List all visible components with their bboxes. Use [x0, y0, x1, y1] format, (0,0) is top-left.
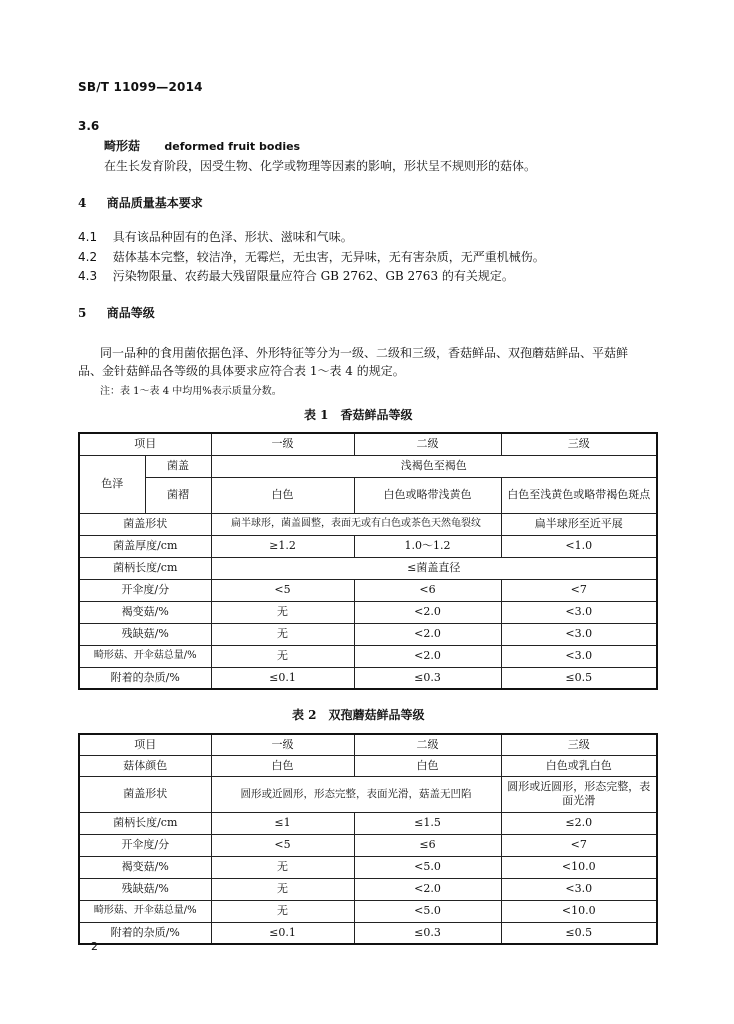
table-2 — [78, 733, 658, 945]
table-cell: 白色 — [211, 755, 354, 776]
row-label: 畸形菇、开伞菇总量/% — [79, 645, 211, 667]
table-row — [79, 812, 657, 834]
table-cell: <3.0 — [501, 645, 657, 667]
table-cell: 白色 — [354, 755, 501, 776]
row-label: 菌柄长度/cm — [79, 557, 211, 579]
table-row — [79, 667, 657, 689]
section-5-note: 注：表 1～表 4 中均用%表示质量分数。 — [100, 386, 282, 397]
row-label: 褐变菇/% — [79, 601, 211, 623]
table-cell: <5 — [211, 579, 354, 601]
term-en: deformed fruit bodies — [164, 140, 301, 153]
term-cn: 畸形菇 — [104, 139, 141, 153]
table-cell: 无 — [211, 623, 354, 645]
table-cell: <3.0 — [501, 878, 657, 900]
table-row — [79, 623, 657, 645]
table-row — [79, 579, 657, 601]
item-number: 4.1 — [78, 230, 98, 244]
row-label: 菌盖 — [145, 455, 211, 477]
term-definition: 在生长发育阶段，因受生物、化学或物理等因素的影响，形状呈不规则形的菇体。 — [104, 159, 537, 173]
row-label: 菌盖形状 — [79, 513, 211, 535]
item-number: 4.3 — [78, 269, 98, 283]
section-5-title: 商品等级 — [106, 306, 155, 320]
section-4-number: 4 — [78, 196, 87, 210]
section-4-title: 商品质量基本要求 — [106, 196, 203, 210]
header-cell: 二级 — [354, 734, 501, 755]
table-cell: <2.0 — [354, 878, 501, 900]
row-label: 菌盖形状 — [79, 776, 211, 812]
item-4-1 — [78, 228, 353, 245]
table-cell: ≤0.5 — [501, 667, 657, 689]
table-cell: 圆形或近圆形，形态完整，表面光滑，菇盖无凹陷 — [211, 776, 501, 812]
table-row — [79, 513, 657, 535]
table-row — [79, 455, 657, 477]
table-cell: <6 — [354, 579, 501, 601]
table-cell: ≤0.3 — [354, 922, 501, 944]
table-cell: ≤1 — [211, 812, 354, 834]
table-1-caption: 表 1 香菇鲜品等级 — [304, 408, 413, 422]
item-4-3 — [78, 267, 514, 284]
table-cell: ≤1.5 — [354, 812, 501, 834]
table-row — [79, 601, 657, 623]
item-text: 菇体基本完整，较洁净，无霉烂，无虫害，无异味，无有害杂质，无严重机械伤。 — [112, 250, 545, 264]
row-label: 色泽 — [79, 455, 145, 513]
table-cell: ≤0.3 — [354, 667, 501, 689]
row-label: 菌褶 — [145, 477, 211, 513]
row-label: 附着的杂质/% — [79, 667, 211, 689]
header-cell: 三级 — [501, 433, 657, 455]
table-cell: 扁半球形至近平展 — [501, 513, 657, 535]
table-cell: ≤0.1 — [211, 922, 354, 944]
row-label: 菇体颜色 — [79, 755, 211, 776]
table-cell: ≤菌盖直径 — [211, 557, 657, 579]
table-cell: <3.0 — [501, 601, 657, 623]
table-cell: 1.0～1.2 — [354, 535, 501, 557]
table-cell: 无 — [211, 878, 354, 900]
page-number: 2 — [91, 940, 98, 953]
table-row — [79, 900, 657, 922]
table-cell: <5.0 — [354, 856, 501, 878]
header-cell: 一级 — [211, 734, 354, 755]
row-label: 残缺菇/% — [79, 623, 211, 645]
term-number: 3.6 — [78, 119, 100, 133]
row-label: 菌盖厚度/cm — [79, 535, 211, 557]
table-cell: <3.0 — [501, 623, 657, 645]
table-cell: 白色或略带浅黄色 — [354, 477, 501, 513]
row-label: 附着的杂质/% — [79, 922, 211, 944]
table-row — [79, 477, 657, 513]
table-cell: 无 — [211, 645, 354, 667]
section-4-heading — [78, 194, 203, 211]
item-text: 具有该品种固有的色泽、形状、滋味和气味。 — [112, 230, 353, 244]
table-cell: <5 — [211, 834, 354, 856]
table-cell: 扁半球形，菌盖圆整，表面无或有白色或茶色天然龟裂纹 — [211, 513, 501, 535]
table-row — [79, 557, 657, 579]
row-label: 褐变菇/% — [79, 856, 211, 878]
table-cell: <1.0 — [501, 535, 657, 557]
row-label: 开伞度/分 — [79, 579, 211, 601]
table-row — [79, 922, 657, 944]
table-cell: 无 — [211, 856, 354, 878]
row-label: 残缺菇/% — [79, 878, 211, 900]
table-cell: <2.0 — [354, 645, 501, 667]
table-cell: <10.0 — [501, 856, 657, 878]
table-row — [79, 645, 657, 667]
table-row — [79, 878, 657, 900]
table-cell: 白色或乳白色 — [501, 755, 657, 776]
section-5-heading — [78, 304, 155, 321]
row-label: 开伞度/分 — [79, 834, 211, 856]
header-cell: 三级 — [501, 734, 657, 755]
table-cell: <10.0 — [501, 900, 657, 922]
item-number: 4.2 — [78, 250, 98, 264]
table-cell: <7 — [501, 579, 657, 601]
table-cell: 无 — [211, 601, 354, 623]
term-heading — [104, 137, 300, 154]
table-2-caption: 表 2 双孢蘑菇鲜品等级 — [292, 708, 425, 722]
header-cell: 项目 — [79, 433, 211, 455]
table-row — [79, 755, 657, 776]
table-cell: <7 — [501, 834, 657, 856]
row-label: 菌柄长度/cm — [79, 812, 211, 834]
table-row — [79, 734, 657, 755]
section-5-para-line-2: 品、金针菇鲜品各等级的具体要求应符合表 1～表 4 的规定。 — [78, 364, 405, 378]
header-cell: 项目 — [79, 734, 211, 755]
section-5-para-line-1: 同一品种的食用菌依据色泽、外形特征等分为一级、二级和三级，香菇鲜品、双孢蘑菇鲜品、平菇鲜 — [100, 346, 629, 360]
item-4-2 — [78, 248, 545, 265]
table-cell: <5.0 — [354, 900, 501, 922]
table-cell: 浅褐色至褐色 — [211, 455, 657, 477]
table-cell: 圆形或近圆形，形态完整，表面光滑 — [501, 776, 657, 812]
table-1 — [78, 432, 658, 690]
table-cell: <2.0 — [354, 623, 501, 645]
item-text: 污染物限量、农药最大残留限量应符合 GB 2762、GB 2763 的有关规定。 — [112, 269, 514, 283]
table-cell: ≤0.1 — [211, 667, 354, 689]
table-cell: ≤2.0 — [501, 812, 657, 834]
table-cell: 无 — [211, 900, 354, 922]
row-label: 畸形菇、开伞菇总量/% — [79, 900, 211, 922]
section-5-number: 5 — [78, 306, 87, 320]
table-row — [79, 834, 657, 856]
table-row — [79, 433, 657, 455]
table-cell: ≥1.2 — [211, 535, 354, 557]
table-cell: 白色至浅黄色或略带褐色斑点 — [501, 477, 657, 513]
table-row — [79, 856, 657, 878]
header-cell: 二级 — [354, 433, 501, 455]
table-row — [79, 535, 657, 557]
standard-code: SB/T 11099—2014 — [78, 80, 203, 94]
table-cell: <2.0 — [354, 601, 501, 623]
table-cell: 白色 — [211, 477, 354, 513]
table-cell: ≤6 — [354, 834, 501, 856]
table-cell: ≤0.5 — [501, 922, 657, 944]
header-cell: 一级 — [211, 433, 354, 455]
table-row — [79, 776, 657, 812]
